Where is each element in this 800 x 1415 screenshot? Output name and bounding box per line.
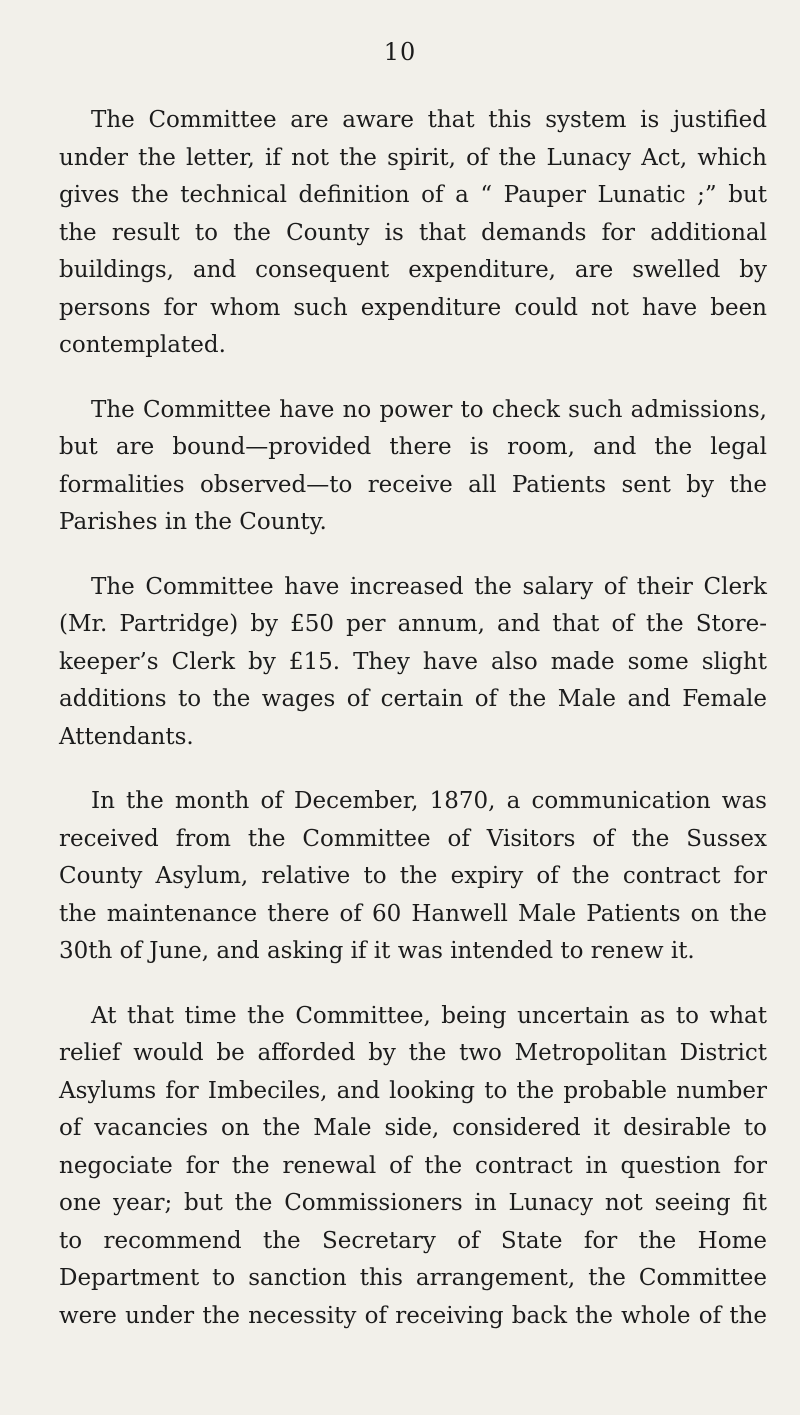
paragraph xyxy=(59,783,767,971)
text-line: relief would be afforded by the two Metropolitan District xyxy=(59,1040,767,1066)
text-line: The Committee are aware that this system is justified xyxy=(91,107,767,133)
page-number: 10 xyxy=(383,38,417,66)
paragraph xyxy=(59,102,767,365)
text-line: the maintenance there of 60 Hanwell Male Patients on the xyxy=(59,900,767,927)
text-line: but are bound—provided there is room, and the legal xyxy=(59,434,767,460)
text-line: received from the Committee of Visitors of the Sussex xyxy=(59,825,767,852)
text-line: Department to sanction this arrangement, the Committee xyxy=(59,1265,767,1291)
paragraph xyxy=(59,998,767,1336)
text-line: additions to the wages of certain of the Male and Female xyxy=(59,686,767,712)
text-line: In the month of December, 1870, a communication was xyxy=(91,788,767,814)
text-line: formalities observed—to receive all Patients sent by the xyxy=(59,471,767,498)
text-line: under the letter, if not the spirit, of the Lunacy Act, which xyxy=(59,144,767,171)
text-line: to recommend the Secretary of State for the Home xyxy=(59,1227,767,1254)
text-line: (Mr. Partridge) by £50 per annum, and that of the Store- xyxy=(59,611,767,637)
text-line: County Asylum, relative to the expiry of the contract for xyxy=(59,863,767,889)
text-line: negociate for the renewal of the contract in question for xyxy=(59,1152,767,1179)
paragraph xyxy=(59,569,767,757)
text-line: Parishes in the County. xyxy=(59,509,327,535)
text-line: of vacancies on the Male side, considered it desirable to xyxy=(59,1115,767,1141)
text-line: one year; but the Commissioners in Lunacy not seeing fit xyxy=(59,1190,767,1216)
text-line: Asylums for Imbeciles, and looking to the probable number xyxy=(59,1077,767,1104)
text-line: At that time the Committee, being uncertain as to what xyxy=(91,1002,767,1029)
text-line: gives the technical definition of a “ Pauper Lunatic ;” but xyxy=(59,182,767,208)
text-line: persons for whom such expenditure could not have been xyxy=(59,294,767,321)
text-line: buildings, and consequent expenditure, are swelled by xyxy=(59,257,767,283)
text-line: the result to the County is that demands for additional xyxy=(59,219,767,246)
text-line: were under the necessity of receiving back the whole of the xyxy=(59,1302,767,1329)
text-line: The Committee have increased the salary of their Clerk xyxy=(91,573,767,600)
text-line: contemplated. xyxy=(59,332,226,358)
body-text xyxy=(59,102,767,1362)
paragraph xyxy=(59,392,767,542)
text-line: Attendants. xyxy=(59,723,194,750)
text-line: keeper’s Clerk by £15. They have also made some slight xyxy=(59,648,767,675)
text-line: The Committee have no power to check such admissions, xyxy=(91,396,767,423)
text-line: 30th of June, and asking if it was intended to renew it. xyxy=(59,938,695,964)
